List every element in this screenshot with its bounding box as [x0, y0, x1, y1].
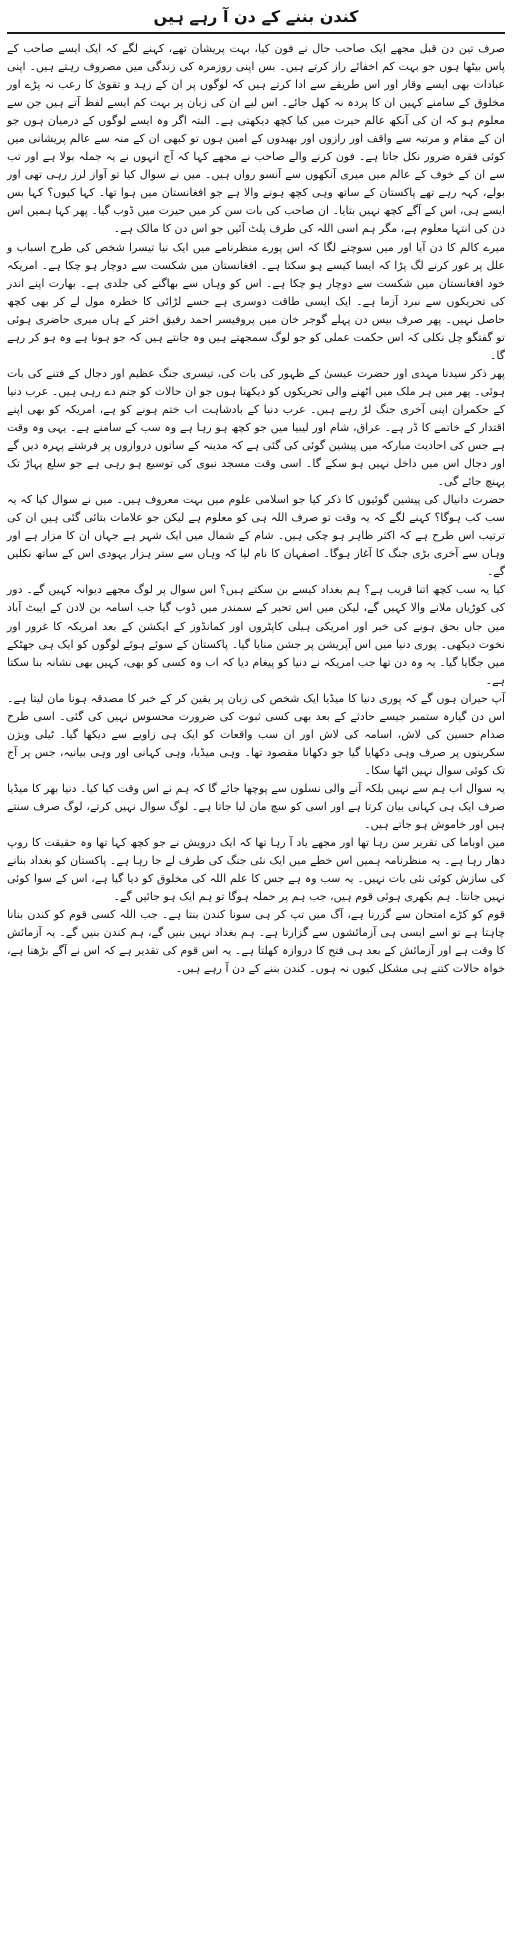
column-body — [7, 40, 505, 978]
paragraph-2: میرے کالم کا دن آیا اور میں سوچنے لگا کہ اس پورے منظرنامے میں ایک نیا تیسرا شخص کی طرح اسباب و علل پر غور کرنے لگ پڑا کہ ایسا کیسے ہو سکتا ہے۔ افغانستان میں شکست سے دوچار ہو چکا ہے۔ امریکہ خود افغانستان میں شکست سے دوچار ہو چکا ہے۔ اس کو وہاں سے بھاگنے کی جلدی ہے۔ بھارت اپنے اندر کی تحریکوں سے نبرد آزما ہے۔ ایک ایسی طاقت دوسری ہے جسے لڑائی کا خطرہ مول لے کر بھی کچھ حاصل نہیں۔ پھر صرف بیس دن پہلے گوجر خان میں پروفیسر احمد رفیق اختر کے ہاں میری حاضری ہوئی تو گفتگو چل نکلی کہ اس حکمت عملی کو جو لوگ سمجھتے ہیں وہ جانتے ہیں کہ جو ہونا ہے وہ ہو کر رہے گا۔ — [7, 240, 505, 362]
paragraph-5: کیا یہ سب کچھ اتنا قریب ہے؟ ہم بغداد کیسے بن سکتے ہیں؟ اس سوال پر لوگ مجھے دیوانہ کہیں گے۔ دور کی کوڑیاں ملانے والا کہیں گے، لیکن میں اس تحیر کے سمندر میں ڈوب گیا جب اسامہ بن لادن کے ایبٹ آباد میں جاں بحق ہونے کی خبر اور امریکی ہیلی کاپٹروں اور کمانڈوز کے ایکشن کے بعد امریکہ کا غرور اور نخوت دیکھی۔ پوری دنیا میں اس آپریشن پر جشن منایا گیا۔ پاکستان کے سوئے ہوئے لوگوں کو ایک ہی جھٹکے میں جگایا گیا۔ یہ وہ دن تھا جب امریکہ نے دنیا کو پیغام دیا کہ اب وہ کسی کو بھی، کہیں بھی نشانہ بنا سکتا ہے۔ — [7, 583, 505, 687]
paragraph-8: میں اوباما کی تقریر سن رہا تھا اور مجھے یاد آ رہا تھا کہ ایک درویش نے جو کچھ کہا تھا وہ حقیقت کا روپ دھار رہا ہے۔ یہ منظرنامہ ہمیں اس خطے میں ایک نئی جنگ کی طرف لے جا رہا ہے۔ پاکستان کو بغداد بنانے کی سازش کوئی نئی بات نہیں۔ یہ سب وہ ہے جس کا علم اللہ کی مخلوق کو دیا گیا ہے، اس کے سوا کوئی نہیں جانتا۔ ہم بکھری ہوئی قوم ہیں، جب ہم پر حملہ ہوگا تو ہم ایک ہو جائیں گے۔ — [7, 836, 505, 904]
paragraph-3: پھر ذکر سیدنا مہدی اور حضرت عیسیٰ کے ظہور کی بات کی، تیسری جنگ عظیم اور دجال کے فتنے کی بات ہوئی۔ پھر میں ہر ملک میں اٹھنے والی تحریکوں کو دیکھتا ہوں جو ان حالات کو جنم دے رہی ہیں۔ عرب دنیا کے حکمران اپنی آخری جنگ لڑ رہے ہیں۔ عرب دنیا کے بادشاہت اب ختم ہونے کو ہے، امریکہ کو بھی اپنے اقتدار کے خاتمے کا ڈر ہے۔ عراق، شام اور لیبیا میں جو کچھ ہو رہا ہے وہ سب کے سامنے ہے۔ یہی وہ وقت ہے جس کی احادیث مبارکہ میں پیشین گوئی کی گئی ہے کہ مدینہ کے ساتوں دروازوں پر فرشتے پہرہ دیں گے اور دجال اس میں داخل نہیں ہو سکے گا۔ اسی وقت مسجد نبوی کی توسیع ہو رہی ہے جو سلع پہاڑ تک پہنچ جائے گی۔ — [7, 366, 505, 489]
paragraph-1: صرف تین دن قبل مجھے ایک صاحب حال نے فون کیا، بہت پریشان تھے، کہنے لگے کہ ایک ایسے صاحب کے پاس بیٹھا ہوں جو بہت کم اخفائے راز کرتے ہیں۔ بس اپنی روزمرہ کی زندگی میں مصروف رہتے ہیں۔ اپنی عبادات بھی ایسے وقار اور اس طریقے سے ادا کرتے ہیں کہ لوگوں پر ان کے زہد و تقویٰ کا رعب نہ پڑے اور مخلوق کے سامنے کہیں ان کا پردہ نہ کھل جائے۔ اس لیے ان کی زبان پر بہت کم ایسے لفظ آتے ہیں جن سے معلوم ہو کہ ان کی آنکھ عالم حیرت میں کیا کچھ دیکھتی ہے۔ البتہ اگر وہ ایسے لوگوں کے درمیان ہوں جو ان کے مقام و مرتبہ سے واقف اور رازوں اور بھیدوں کے امین ہوں تو کبھی ان کے منہ سے عالم پریشانی میں کوئی فقرہ ضرور نکل جاتا ہے۔ فون کرنے والے صاحب نے مجھے کہا کہ آج انہوں نے یہ جملہ بولا ہے اور تب سے ان کے خوف کے عالم میں میری آنکھوں سے آنسو رواں ہیں۔ میں نے سوال کیا تو آواز لرز رہی تھی اور بولے، کہہ رہے تھے پاکستان کے ساتھ وہی کچھ ہونے والا ہے جو افغانستان میں ہوا تھا۔ کہا کیوں؟ کہا بس ایسے ہی، اس کے آگے کچھ نہیں بتایا۔ ان صاحب کی بات سن کر میں حیرت میں ڈوب گیا۔ پھر کہا ہمیں اس دن کی انتہا معلوم ہے، مگر ہم اسی اللہ کی طرف پلٹ آئیں جو اس دن کا مالک ہے۔ — [7, 42, 505, 236]
headline-underline — [7, 32, 505, 34]
paragraph-9: قوم کو کڑے امتحان سے گزرنا ہے، آگ میں تپ کر ہی سونا کندن بنتا ہے۔ جب اللہ کسی قوم کو کندن بنانا چاہتا ہے تو اسے ایسی ہی آزمائشوں سے گزارتا ہے۔ ہم بغداد نہیں بنیں گے، ہم کندن بنیں گے۔ یہ آزمائش کا وقت ہے اور آزمائش کے بعد ہی فتح کا دروازہ کھلتا ہے۔ یہ اس قوم کی تقدیر ہے کہ اس نے آگے بڑھنا ہے، خواہ حالات کتنے ہی مشکل کیوں نہ ہوں۔ کندن بننے کے دن آ رہے ہیں۔ — [7, 908, 505, 976]
paragraph-6: آپ حیران ہوں گے کہ پوری دنیا کا میڈیا ایک شخص کی زبان پر یقین کر کے خبر کا مصدقہ ہونا مان لیتا ہے۔ اس دن گیارہ ستمبر جیسے حادثے کے بعد بھی کسی ثبوت کی ضرورت محسوس نہیں کی گئی۔ اسی طرح صدام حسین کی لاش، اسامہ کی لاش اور ان سب واقعات کو ایک ہی زاویے سے دیکھا گیا۔ ٹیلی ویژن سکرینوں پر صرف وہی دکھایا گیا جو دکھانا مقصود تھا۔ وہی میڈیا، وہی کہانی اور وہی بیانیہ، جس پر آج تک کوئی سوال نہیں اٹھا سکا۔ — [7, 691, 505, 777]
column-headline: کندن بننے کے دن آ رہے ہیں — [153, 7, 359, 26]
paragraph-7: یہ سوال اب ہم سے نہیں بلکہ آنے والی نسلوں سے پوچھا جائے گا کہ ہم نے اس وقت کیا کیا۔ دنیا بھر کا میڈیا صرف ایک ہی کہانی بیان کرتا ہے اور اسی کو سچ مان لیا جاتا ہے۔ لوگ سوال نہیں کرتے، لوگ صرف سنتے ہیں اور خاموش ہو جاتے ہیں۔ — [7, 781, 505, 832]
paragraph-4: حضرت دانیال کی پیشین گوئیوں کا ذکر کیا جو اسلامی علوم میں بہت معروف ہیں۔ میں نے سوال کیا کہ یہ سب کب ہوگا؟ کہنے لگے کہ یہ وقت تو صرف اللہ ہی کو معلوم ہے لیکن جو علامات بتائی گئی ہیں ان کی ترتیب اس طرح ہے کہ اکثر ظاہر ہو چکی ہیں۔ شام کے شمال میں ایک شہر ہے جہاں ان کا مزار ہے اور وہاں سے آخری بڑی جنگ کا آغاز ہوگا۔ اصفہان کا نام لیا کہ وہاں سے ستر ہزار یہودی اس کے ساتھ نکلیں گے۔ — [7, 493, 505, 579]
